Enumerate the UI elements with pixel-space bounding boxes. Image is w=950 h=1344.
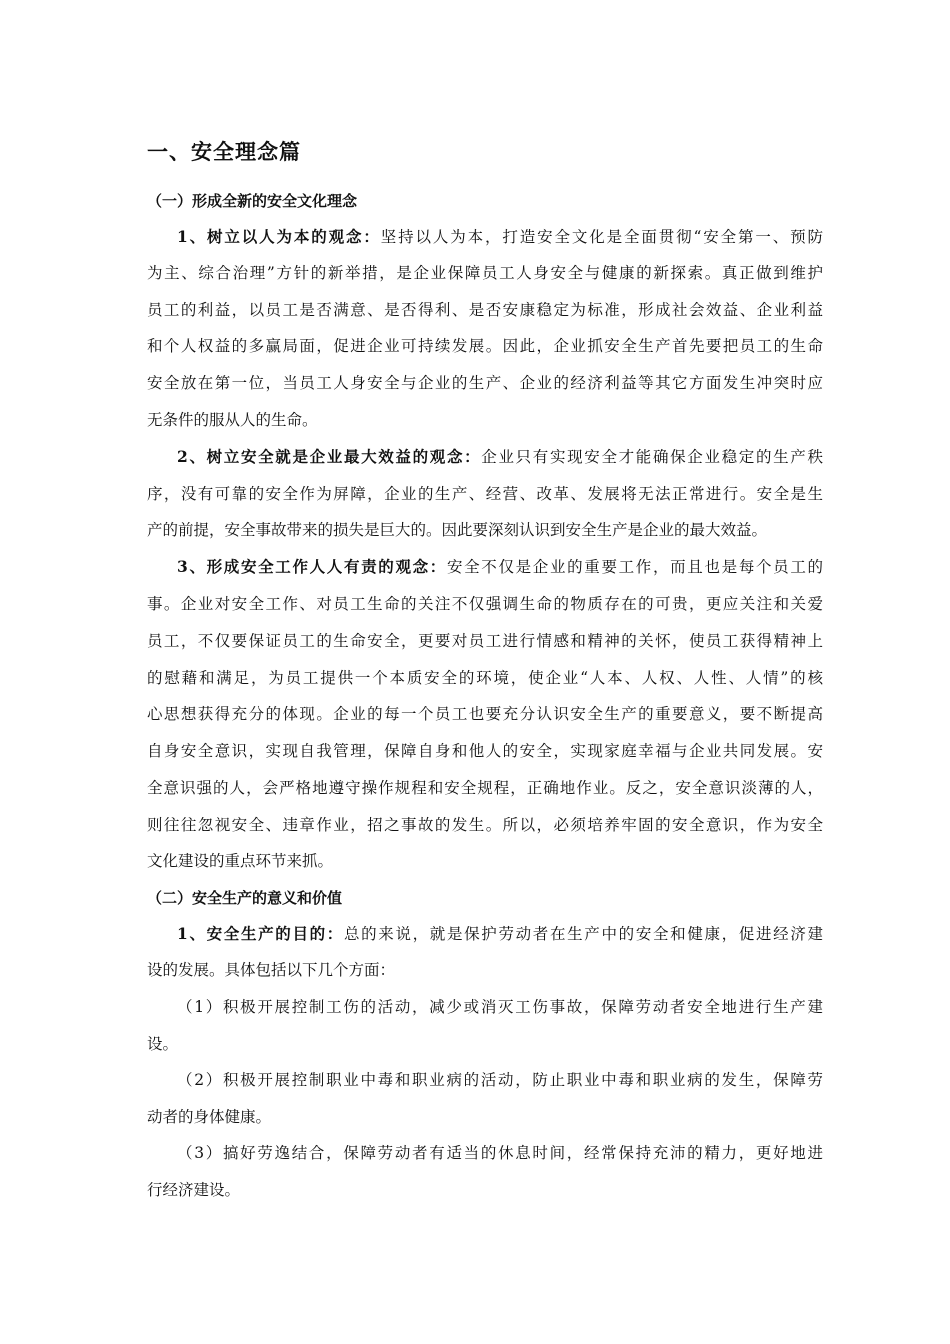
subsection-heading-2: （二）安全生产的意义和价值 xyxy=(147,889,343,907)
paragraph-line: 自身安全意识，实现自我管理，保障自身和他人的安全，实现家庭幸福与企业共同发展。安 xyxy=(147,742,823,760)
paragraph-line: 心思想获得充分的体现。企业的每一个员工也要充分认识安全生产的重要意义，要不断提高 xyxy=(147,705,823,723)
paragraph-lead: 3、形成安全工作人人有责的观念： xyxy=(177,557,447,576)
paragraph-line: 1、安全生产的目的：总的来说，就是保护劳动者在生产中的安全和健康，促进经济建 xyxy=(177,924,823,943)
list-item-line: （3）搞好劳逸结合，保障劳动者有适当的休息时间，经常保持充沛的精力，更好地进 xyxy=(177,1144,823,1162)
paragraph-line: 产的前提，安全事故带来的损失是巨大的。因此要深刻认识到安全生产是企业的最大效益。 xyxy=(147,521,768,539)
paragraph-line: 2、树立安全就是企业最大效益的观念：企业只有实现安全才能确保企业稳定的生产秩 xyxy=(177,447,823,466)
paragraph-line: 序，没有可靠的安全作为屏障，企业的生产、经营、改革、发展将无法正常进行。安全是生 xyxy=(147,485,823,503)
paragraph-lead: 1、安全生产的目的： xyxy=(177,924,344,943)
paragraph-line: 和个人权益的多赢局面，促进企业可持续发展。因此，企业抓安全生产首先要把员工的生命 xyxy=(147,337,823,355)
list-item-line: （1）积极开展控制工伤的活动，减少或消灭工伤事故，保障劳动者安全地进行生产建 xyxy=(177,998,823,1016)
paragraph-line: 文化建设的重点环节来抓。 xyxy=(147,852,334,870)
paragraph-line: 为主、综合治理”方针的新举措，是企业保障员工人身安全与健康的新探索。真正做到维护 xyxy=(147,264,823,282)
paragraph-line: 的慰藉和满足，为员工提供一个本质安全的环境，使企业“人本、人权、人性、人情”的核 xyxy=(147,669,823,687)
list-item-line: （2）积极开展控制职业中毒和职业病的活动，防止职业中毒和职业病的发生，保障劳 xyxy=(177,1071,823,1089)
paragraph-line: 安全放在第一位，当员工人身安全与企业的生产、企业的经济利益等其它方面发生冲突时应 xyxy=(147,374,823,392)
paragraph-line: 员工，不仅要保证员工的生命安全，更要对员工进行情感和精神的关怀，使员工获得精神上 xyxy=(147,632,823,650)
paragraph-line: 设的发展。具体包括以下几个方面： xyxy=(147,961,396,979)
list-item-line: 设。 xyxy=(147,1035,179,1053)
list-item-line: 动者的身体健康。 xyxy=(147,1108,272,1126)
subsection-heading-1: （一）形成全新的安全文化理念 xyxy=(147,192,358,210)
paragraph-line: 全意识强的人，会严格地遵守操作规程和安全规程，正确地作业。反之，安全意识淡薄的人， xyxy=(147,779,823,797)
paragraph-lead: 2、树立安全就是企业最大效益的观念： xyxy=(177,447,482,466)
paragraph-line: 员工的利益，以员工是否满意、是否得利、是否安康稳定为标准，形成社会效益、企业利益 xyxy=(147,301,823,319)
paragraph-lead: 1、树立以人为本的观念： xyxy=(177,227,381,246)
section-title: 一、安全理念篇 xyxy=(147,140,301,164)
list-item-line: 行经济建设。 xyxy=(147,1181,241,1199)
paragraph-line: 事。企业对安全工作、对员工生命的关注不仅强调生命的物质存在的可贵，更应关注和关爱 xyxy=(147,595,823,613)
paragraph-line: 1、树立以人为本的观念：坚持以人为本，打造安全文化是全面贯彻“安全第一、预防 xyxy=(177,227,823,246)
paragraph-line: 无条件的服从人的生命。 xyxy=(147,411,318,429)
paragraph-line: 则往往忽视安全、违章作业，招之事故的发生。所以，必须培养牢固的安全意识，作为安全 xyxy=(147,816,823,834)
paragraph-line: 3、形成安全工作人人有责的观念：安全不仅是企业的重要工作，而且也是每个员工的 xyxy=(177,557,823,576)
